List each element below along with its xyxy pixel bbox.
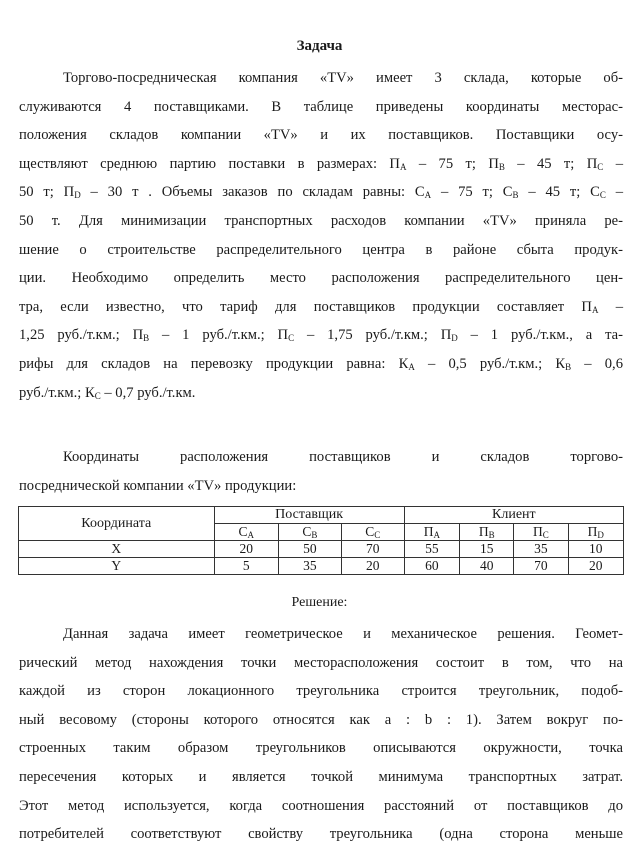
table-corner-header: Координата (19, 507, 215, 541)
table-cell: 55 (404, 541, 459, 558)
column-header: $П_D$ (568, 524, 624, 541)
table-cell: 35 (278, 558, 341, 575)
column-header: $П_B$ (460, 524, 514, 541)
text-line: Торгово-посредническая компания «TV» имеет 3 склада, которые об- (63, 70, 623, 86)
text-line: 50 т. Для минимизации транспортных расходов компании «TV» приняла ре- (19, 212, 623, 229)
text-line: рический метод нахождения точки месторасположения состоит в том, что на (19, 654, 623, 671)
text-line: 50 т; $П_D - 30$ т . Объемы заказов по складам равны: $С_A - 75$ т; $С_B - 45$ т; $С_C$ – (19, 184, 623, 201)
table-row (19, 541, 624, 558)
text-line: потребителей соответствуют свойству треугольника (одна сторона меньше (19, 826, 623, 843)
column-header: $П_A$ (404, 524, 459, 541)
text-line: посреднической компании «TV» продукции: (19, 477, 297, 494)
row-label: Y (19, 558, 215, 575)
text-line: Координаты расположения поставщиков и складов торгово- (63, 449, 623, 465)
table-cell: 20 (341, 558, 404, 575)
problem-paragraph (19, 64, 623, 407)
text-line: шение о строительстве распределительного центра в районе сбыта продук- (19, 241, 623, 258)
text-line: руб./т.км.; $К_C - 0,7$ руб./т.км. (19, 384, 196, 401)
text-line: рифы для складов на перевозку продукции равна: $К_A - 0,5$ руб./т.км.; $К_B - 0,6$ (19, 355, 623, 372)
column-header: $С_B$ (278, 524, 341, 541)
table-cell: 70 (514, 558, 568, 575)
text-line: положения складов компании «TV» и их поставщиков. Поставщики осу- (19, 127, 623, 144)
coordinates-table (18, 506, 624, 575)
table-cell: 35 (514, 541, 568, 558)
page-title: Задача (296, 38, 343, 54)
table-cell: 50 (278, 541, 341, 558)
text-line: каждой из сторон локационного треугольника строится треугольник, подоб- (19, 683, 623, 700)
row-label: X (19, 541, 215, 558)
table-intro-paragraph (19, 443, 623, 500)
column-header: $С_A$ (214, 524, 278, 541)
text-line: служиваются 4 поставщиками. В таблице приведены координаты месторас- (19, 98, 623, 115)
text-line: тра, если известно, что тариф для поставщиков продукции составляет $П_A$ – (19, 298, 624, 315)
clients-group-header: Клиент (404, 507, 623, 524)
table-row (19, 558, 624, 575)
text-line: Этот метод используется, когда соотношения расстояний от поставщиков до (19, 797, 623, 814)
text-line: строенных таким образом треугольников описываются окружности, точка (19, 740, 623, 757)
solution-paragraph (19, 620, 623, 849)
table-cell: 20 (214, 541, 278, 558)
column-header: $П_C$ (514, 524, 568, 541)
column-header: $С_C$ (341, 524, 404, 541)
table-cell: 15 (460, 541, 514, 558)
text-line: 1,25 руб./т.км.; $П_B - 1$ руб./т.км.; $П_C - 1,75$ руб./т.км.; $П_D - 1$ руб./т.км., а та- (19, 327, 623, 344)
table-cell: 20 (568, 558, 624, 575)
text-line: ный весовому (стороны которого относятся как a : b : 1). Затем вокруг по- (19, 711, 623, 728)
table-cell: 5 (214, 558, 278, 575)
table-cell: 70 (341, 541, 404, 558)
suppliers-group-header: Поставщик (214, 507, 404, 524)
text-line: ществляют среднюю партию поставки в размерах: $П_A - 75$ т; $П_B - 45$ т; $П_C$ – (19, 155, 623, 172)
text-line: пересечения которых и является точкой минимума транспортных затрат. (19, 768, 623, 785)
text-line: Данная задача имеет геометрическое и механическое решения. Геомет- (63, 626, 623, 642)
table-cell: 40 (460, 558, 514, 575)
text-line: ции. Необходимо определить место расположения распределительного цен- (19, 270, 623, 287)
table-cell: 60 (404, 558, 459, 575)
table-cell: 10 (568, 541, 624, 558)
solution-heading: Решение: (291, 595, 348, 610)
